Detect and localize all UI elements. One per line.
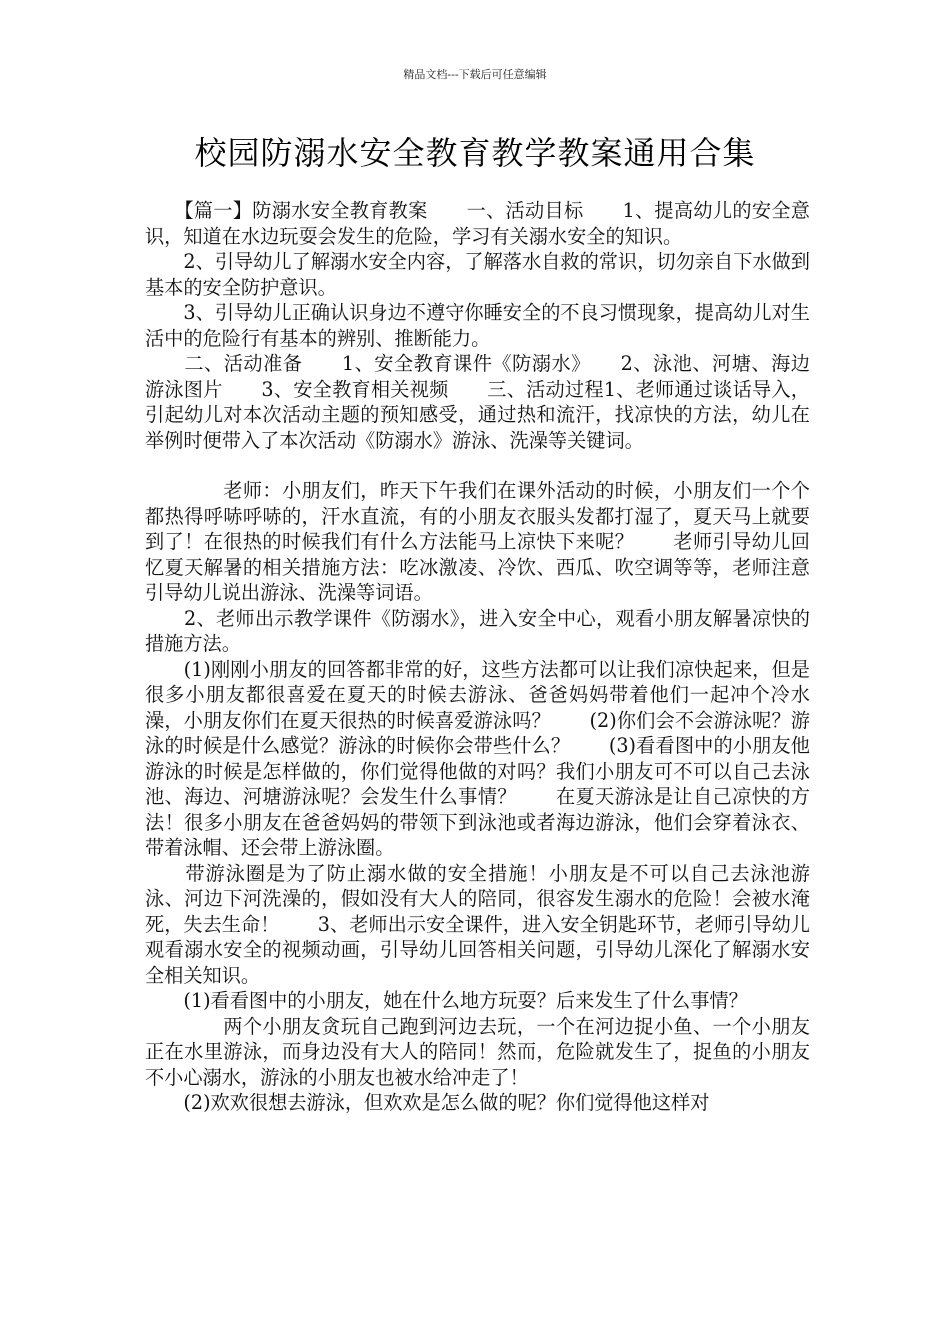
- paragraph: 两个小朋友贪玩自己跑到河边去玩，一个在河边捉小鱼、一个小朋友正在水里游泳，而身边没有大人的陪同！然而，危险就发生了，捉鱼的小朋友不小心溺水，游泳的小朋友也被水给冲走了！: [145, 1014, 810, 1089]
- document-body: [145, 198, 810, 1116]
- paragraph: 3、引导幼儿正确认识身边不遵守你睡安全的不良习惯现象，提高幼儿对生活中的危险行有基本的辨别、推断能力。: [145, 301, 810, 350]
- paragraph: (2)欢欢很想去游泳，但欢欢是怎么做的呢？你们觉得他这样对: [145, 1091, 710, 1114]
- paragraph: 老师：小朋友们，昨天下午我们在课外活动的时候，小朋友们一个个都热得呼哧呼哧的，汗水直流，有的小朋友衣服头发都打湿了，夏天马上就要到了！在很热的时候我们有什么方法能马上凉快下来呢？ 老师引导幼儿回忆夏天解暑的相关措施方法：吃冰激凌、冷饮、西瓜、吹空调等等，老师注意引导幼儿说出游泳、洗澡等词语。: [145, 479, 810, 604]
- paragraph: 2、引导幼儿了解溺水安全内容，了解落水自救的常识，切勿亲自下水做到基本的安全防护意识。: [145, 250, 810, 299]
- paragraph: 【篇一】防溺水安全教育教案 一、活动目标 1、提高幼儿的安全意识，知道在水边玩耍会发生的危险，学习有关溺水安全的知识。: [145, 199, 810, 248]
- paragraph: (1)看看图中的小朋友，她在什么地方玩耍？后来发生了什么事情？: [145, 989, 748, 1012]
- paragraph: 2、老师出示教学课件《防溺水》，进入安全中心，观看小朋友解暑凉快的措施方法。: [145, 606, 810, 655]
- page-header: 精品文档---下载后可任意编辑: [403, 68, 547, 81]
- paragraph: 带游泳圈是为了防止溺水做的安全措施！小朋友是不可以自己去泳池游泳、河边下河洗澡的，假如没有大人的陪同，很容发生溺水的危险！会被水淹死，失去生命！ 3、老师出示安全课件，进入安全钥匙环节，老师引导幼儿观看溺水安全的视频动画，引导幼儿回答相关问题，引导幼儿深化了解溺水安全相关知识。: [145, 861, 810, 987]
- document-title: 校园防溺水安全教育教学教案通用合集: [194, 134, 756, 172]
- paragraph: (1)刚刚小朋友的回答都非常的好，这些方法都可以让我们凉快起来，但是很多小朋友都很喜爱在夏天的时候去游泳、爸爸妈妈带着他们一起冲个冷水澡，小朋友你们在夏天很热的时候喜爱游泳吗？ (2)你们会不会游泳呢？游泳的时候是什么感觉？游泳的时候你会带些什么？ (3)看看图中的小朋友他游泳的时候是怎样做的，你们觉得他做的对吗？我们小朋友可不可以自己去泳池、海边、河塘游泳呢？会发生什么事情？ 在夏天游泳是让自己凉快的方法！很多小朋友在爸爸妈妈的带领下到泳池或者海边游泳，他们会穿着泳衣、带着泳帽、还会带上游泳圈。: [145, 657, 810, 859]
- blank-line: [145, 453, 810, 478]
- paragraph: 二、活动准备 1、安全教育课件《防溺水》 2、泳池、河塘、海边游泳图片 3、安全教育相关视频 三、活动过程1、老师通过谈话导入，引起幼儿对本次活动主题的预知感受，通过热和流汗，找凉快的方法，幼儿在举例时便带入了本次活动《防溺水》游泳、洗澡等关键词。: [145, 352, 810, 452]
